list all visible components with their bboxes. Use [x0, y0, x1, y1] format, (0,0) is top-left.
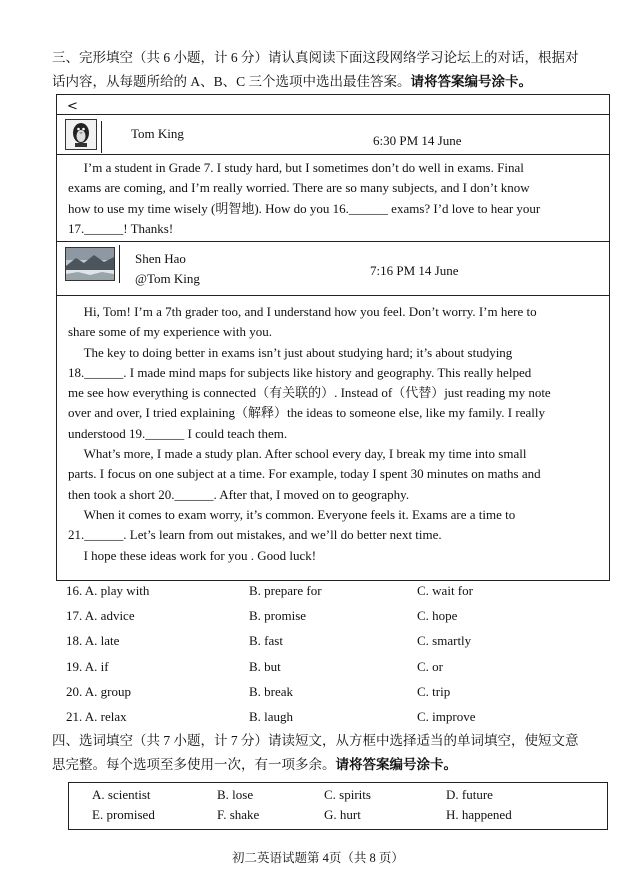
divider [57, 154, 609, 155]
question-20-options [66, 682, 606, 707]
divider [57, 241, 609, 242]
section3-line2-plain: 话内容，从每题所给的 A、B、C 三个选项中选出最佳答案。 [52, 74, 411, 89]
option-c: C. improve [417, 709, 476, 724]
post2-line: The key to doing better in exams isn’t just about studying hard; it’s about studying [83, 344, 513, 360]
post1-line: I’m a student in Grade 7. I study hard, but I sometimes don’t do well in exams. Final [83, 160, 524, 175]
word-bank-row [69, 807, 607, 827]
option-c: C. smartly [417, 633, 472, 648]
post2-line: parts. I focus on one subject at a time. For example, today I spent 30 minutes on maths and [68, 466, 541, 482]
avatar-separator [119, 245, 121, 283]
word-option: B. lose [217, 787, 254, 802]
word-option: E. promised [92, 807, 155, 822]
post1-line: how to use my time wisely (明智地). How do you 16.______ exams? I’d love to hear your [68, 200, 541, 216]
post2-line: Hi, Tom! I’m a 7th grader too, and I understand how you feel. Don’t worry. I’m here to [83, 304, 537, 319]
post2-line: then took a short 20.______. After that, I moved on to geography. [68, 486, 410, 502]
option-b: B. laugh [249, 709, 294, 724]
avatar-separator [101, 121, 103, 153]
divider [57, 295, 609, 296]
word-bank-box [68, 782, 608, 830]
section3-line2 [52, 70, 608, 94]
post2-line: me see how everything is connected（有关联的）. Instead of（代替）just reading my note [68, 385, 551, 401]
question-17-options [66, 606, 606, 631]
section4-line2 [52, 753, 608, 777]
option-a: 17. A. advice [66, 608, 135, 623]
option-c: C. or [417, 659, 443, 674]
post2-body [68, 302, 596, 566]
option-a: 20. A. group [66, 684, 131, 699]
section3-line2-bold: 请将答案编号涂卡。 [410, 74, 533, 89]
option-b: B. fast [249, 633, 283, 648]
page-footer: 初二英语试题第 4页（共 8 页） [232, 851, 404, 865]
option-a: 19. A. if [66, 659, 109, 674]
back-arrow-icon[interactable]: < [67, 99, 78, 114]
question-19-options [66, 657, 606, 682]
post2-line: understood 19.______ I could teach them. [68, 425, 288, 441]
option-a: 21. A. relax [66, 709, 127, 724]
post2-line: 21.______. Let’s learn from out mistakes, and we’ll do better next time. [68, 527, 442, 543]
option-a: 18. A. late [66, 633, 120, 648]
section4-line1: 四、选词填空（共 7 小题，计 7 分）请读短文，从方框中选择适当的单词填空，使短文意 [52, 733, 579, 748]
divider [57, 114, 609, 115]
section4-heading [52, 729, 608, 777]
post1-line: exams are coming, and I’m really worried. There are so many subjects, and I don’t know [68, 180, 530, 196]
word-option: H. happened [446, 807, 512, 822]
post2-username[interactable]: Shen Hao [135, 251, 186, 266]
post1-username[interactable]: Tom King [131, 126, 184, 141]
question-18-options [66, 631, 606, 656]
post2-line: over and over, I tried explaining（解释）the ideas to someone else, like my family. I really [68, 405, 545, 421]
question-16-options [66, 581, 606, 606]
word-bank-row [69, 787, 607, 807]
option-c: C. trip [417, 684, 451, 699]
post1-body [68, 158, 596, 239]
option-b: B. but [249, 659, 281, 674]
option-b: B. break [249, 684, 294, 699]
post1-time: 6:30 PM 14 June [373, 133, 462, 148]
option-b: B. promise [249, 608, 307, 623]
section4-line2-bold: 请将答案编号涂卡。 [335, 757, 457, 772]
post2-mention[interactable]: @Tom King [135, 271, 200, 286]
post2-line: What’s more, I made a study plan. After school every day, I break my time into small [83, 446, 527, 462]
word-option: D. future [446, 787, 493, 802]
option-c: C. hope [417, 608, 458, 623]
section3-heading [52, 46, 608, 94]
forum-box [56, 94, 610, 581]
word-option: F. shake [217, 807, 260, 822]
post2-time: 7:16 PM 14 June [370, 263, 459, 278]
landscape-avatar-icon [65, 247, 115, 281]
section4-line2-plain: 思完整。每个选项至多使用一次，有一项多余。 [52, 757, 336, 772]
option-b: B. prepare for [249, 583, 322, 598]
post2-line: share some of my experience with you. [68, 324, 272, 340]
post2-line: When it comes to exam worry, it’s common. Everyone feels it. Exams are a time to [83, 506, 516, 522]
word-option: C. spirits [324, 787, 371, 802]
word-option: G. hurt [324, 807, 361, 822]
post2-line: 18.______. I made mind maps for subjects like history and geography. This really helped [68, 364, 532, 380]
post1-line: 17.______! Thanks! [68, 220, 174, 236]
section3-line1: 三、完形填空（共 6 小题，计 6 分）请认真阅读下面这段网络学习论坛上的对话，根据对 [52, 50, 579, 65]
option-a: 16. A. play with [66, 583, 150, 598]
penguin-avatar-icon [65, 119, 97, 150]
post2-line: I hope these ideas work for you . Good luck! [83, 547, 317, 563]
option-c: C. wait for [417, 583, 473, 598]
word-option: A. scientist [92, 787, 151, 802]
